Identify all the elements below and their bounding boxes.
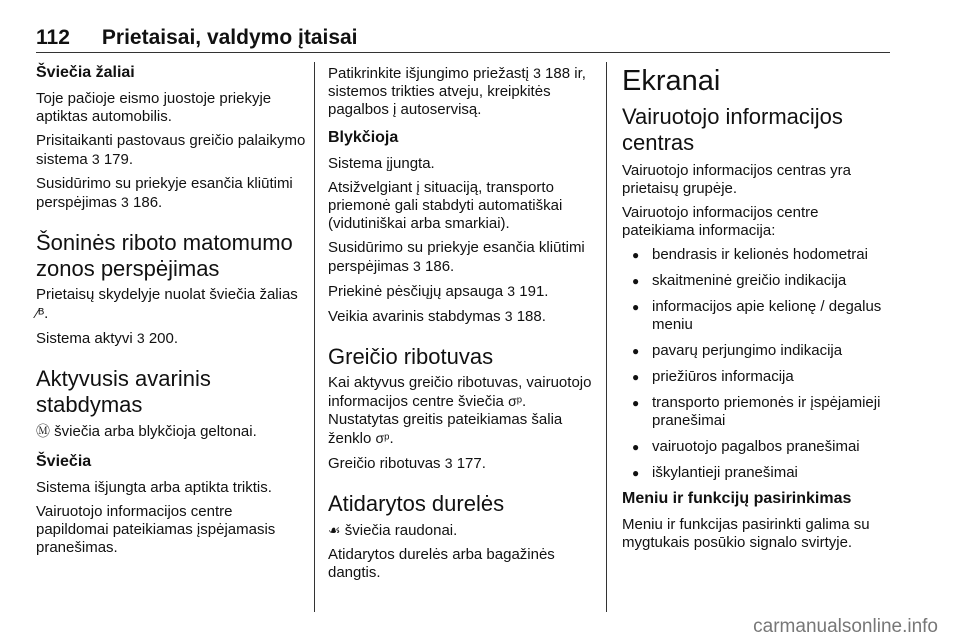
- text: .: [389, 430, 394, 447]
- text: Susidūrimo su priekyje esančia kliūtimi perspėjimas: [328, 239, 585, 275]
- paragraph: [36, 422, 306, 441]
- list-item: ● priežiūros informacija: [622, 368, 894, 386]
- page-ref-icon: 3: [136, 330, 145, 346]
- page-ref[interactable]: 200.: [148, 330, 179, 347]
- text: Prietaisų skydelyje nuolat šviečia žalias: [36, 286, 298, 303]
- list-item: ● iškylantieji pranešimai: [622, 464, 894, 482]
- text: Patikrinkite išjungimo priežastį: [328, 65, 534, 82]
- paragraph: Sistema išjungta arba aptikta triktis.: [36, 479, 272, 496]
- paragraph: Vairuotojo informacijos centre papildomai pateikiamas įspėjamasis pranešimas.: [36, 503, 276, 556]
- page-ref-icon: 3: [121, 194, 129, 210]
- page-ref: 188 ir, sistemos trikties atveju, kreipkitės pagalbos į autoservisą.: [328, 65, 586, 118]
- text: Susidūrimo su priekyje esančia kliūtimi perspėjimas: [36, 175, 293, 211]
- paragraph: Vairuotojo informacijos centre pateikiama informacija:: [622, 204, 819, 239]
- paragraph: [328, 282, 596, 301]
- paragraph: [328, 307, 596, 326]
- paragraph: Vairuotojo informacijos centras yra prietaisų grupėje.: [622, 162, 851, 197]
- page-ref[interactable]: 179.: [103, 151, 134, 168]
- section-title-blind-spot: Šoninės riboto matomumo zonos perspėjimas: [36, 230, 293, 281]
- text: Greičio ribotuvas: [328, 455, 445, 472]
- text: šviečia arba blykčioja geltonai.: [50, 423, 257, 440]
- paragraph: Sistema įjungta.: [328, 155, 435, 172]
- section-title-emergency-braking: Aktyvusis avarinis stabdymas: [36, 366, 211, 417]
- list-item: ● pavarų perjungimo indikacija: [622, 342, 894, 360]
- paragraph: [36, 132, 306, 169]
- column-divider-1: [314, 62, 315, 612]
- info-list: [622, 246, 894, 482]
- paragraph: [328, 454, 596, 473]
- text: šviečia raudonai.: [340, 522, 458, 539]
- page-ref[interactable]: 186.: [133, 194, 163, 211]
- page-ref-icon: 3: [504, 308, 513, 324]
- text: Kai aktyvus greičio ribotuvas, vairuotojo informacijos centre šviečia: [328, 374, 592, 410]
- paragraph: [328, 374, 596, 448]
- paragraph: Atidarytos durelės arba bagažinės dangtis.: [328, 546, 555, 581]
- text: . Nustatytas greitis pateikiamas šalia ženklo: [328, 393, 563, 447]
- section-title-menu-selection: Meniu ir funkcijų pasirinkimas: [622, 490, 852, 507]
- text: Priekinė pėsčiųjų apsauga: [328, 283, 508, 300]
- page-ref[interactable]: 191.: [519, 283, 549, 300]
- section-title-door-open: Atidarytos durelės: [328, 491, 505, 516]
- paragraph: [36, 175, 306, 212]
- page-ref[interactable]: 186.: [425, 258, 455, 275]
- page-ref-icon: 3: [91, 151, 100, 167]
- paragraph: [36, 329, 306, 348]
- page-ref[interactable]: 177.: [456, 455, 486, 472]
- page-ref[interactable]: 188.: [516, 308, 546, 325]
- list-item: ● transporto priemonės ir įspėjamieji pranešimai: [622, 394, 894, 430]
- page-ref-icon: 3: [507, 283, 516, 299]
- watermark: carmanualsonline.info: [753, 616, 938, 637]
- paragraph: [328, 64, 596, 119]
- text: Sistema aktyvi: [36, 330, 137, 347]
- section-title-speed-limiter: Greičio ribotuvas: [328, 344, 494, 369]
- blind-spot-icon: ⁄ᴮ: [36, 305, 45, 321]
- speed-limiter-icon: σᵖ: [375, 430, 390, 446]
- list-item: ● bendrasis ir kelionės hodometrai: [622, 246, 894, 264]
- column-2: [328, 64, 596, 588]
- paragraph: [328, 239, 596, 276]
- column-divider-2: [606, 62, 607, 612]
- paragraph: Toje pačioje eismo juostoje priekyje aptiktas automobilis.: [36, 90, 272, 125]
- list-item: ● informacijos apie kelionę / degalus meniu: [622, 298, 894, 334]
- column-1: [36, 64, 306, 563]
- page-ref-icon: 3: [413, 258, 421, 274]
- text: Veikia avarinis stabdymas: [328, 308, 505, 325]
- section-title-lit: Šviečia: [36, 453, 92, 470]
- page-number: 112: [36, 26, 70, 49]
- page-ref-icon: 3: [444, 455, 453, 471]
- emergency-braking-icon: Ⓜ: [36, 423, 50, 439]
- section-title-blinking: Blykčioja: [328, 129, 399, 146]
- page-title: Prietaisai, valdymo įtaisai: [101, 26, 358, 49]
- page-header: [36, 26, 358, 50]
- paragraph: Atsižvelgiant į situaciją, transporto priemonė gali stabdyti automatiškai (vidutiniškai arba smarkiai).: [328, 179, 563, 232]
- column-3: [622, 64, 894, 558]
- header-rule: [36, 52, 890, 53]
- section-title-displays: Ekranai: [622, 65, 721, 97]
- text: Prisitaikanti pastovaus greičio palaikymo sistema: [36, 132, 306, 168]
- paragraph: Prietaisų skydelyje nuolat šviečia žalias ⁄ᴮ.: [36, 286, 298, 322]
- list-item: ● skaitmeninė greičio indikacija: [622, 272, 894, 290]
- section-title-green: Šviečia žaliai: [36, 64, 135, 81]
- paragraph: Meniu ir funkcijas pasirinkti galima su mygtukais posūkio signalo svirtyje.: [622, 516, 870, 551]
- speed-limiter-icon: σᵖ: [508, 393, 523, 409]
- page-ref-icon: 3: [533, 65, 541, 81]
- subsection-title-dic: Vairuotojo informacijos centras: [622, 104, 843, 155]
- list-item: ● vairuotojo pagalbos pranešimai: [622, 438, 894, 456]
- paragraph: [328, 521, 596, 540]
- door-open-icon: ☙: [328, 522, 341, 538]
